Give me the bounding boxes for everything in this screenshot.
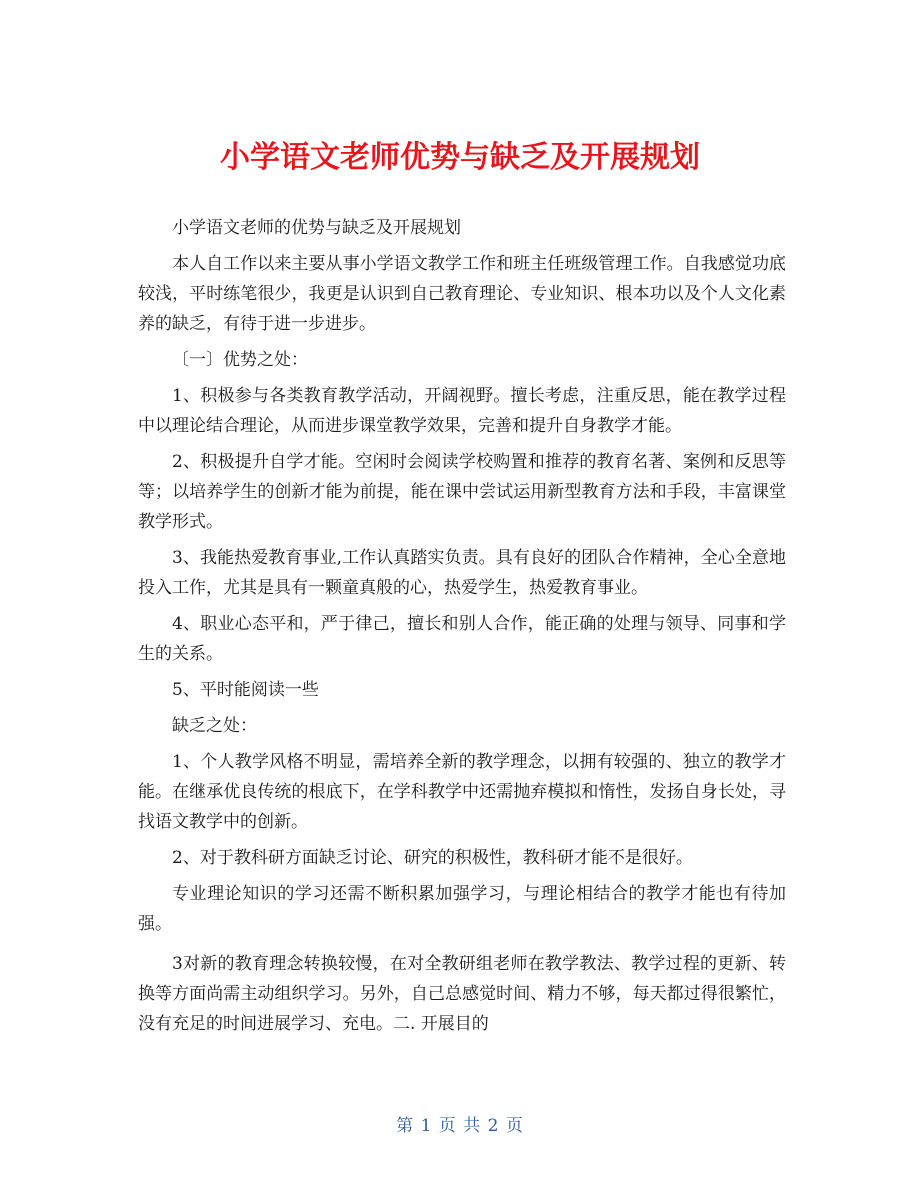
document-body xyxy=(138,213,786,1045)
subtitle-paragraph: 小学语文老师的优势与缺乏及开展规划 xyxy=(172,218,461,238)
strength-item-4: 4、职业心态平和，严于律己，擅长和别人合作，能正确的处理与领导、同事和学生的关系。 xyxy=(138,614,786,664)
strength-item-2: 2、积极提升自学才能。空闲时会阅读学校购置和推荐的教育名著、案例和反思等等；以培养学生的创新才能为前提，能在课中尝试运用新型教育方法和手段，丰富课堂教学形式。 xyxy=(138,452,786,532)
weakness-item-2: 2、对于教科研方面缺乏讨论、研究的积极性，教科研才能不是很好。 xyxy=(172,848,693,868)
intro-paragraph: 本人自工作以来主要从事小学语文教学工作和班主任班级管理工作。自我感觉功底较浅，平时练笔很少，我更是认识到自己教育理论、专业知识、根本功以及个人文化素养的缺乏，有待于进一步进步。 xyxy=(138,254,786,334)
weakness-item-1: 1、个人教学风格不明显，需培养全新的教学理念，以拥有较强的、独立的教学才能。在继承优良传统的根底下，在学科教学中还需抛弃模拟和惰性，发扬自身长处，寻找语文教学中的创新。 xyxy=(138,752,786,832)
weakness-item-3: 3对新的教育理念转换较慢，在对全教研组老师在教学教法、教学过程的更新、转换等方面尚需主动组织学习。另外，自己总感觉时间、精力不够，每天都过得很繁忙，没有充足的时间进展学习、充电。二. 开展目的 xyxy=(138,954,786,1034)
page-number-footer: 第 1 页 共 2 页 xyxy=(396,1116,524,1136)
page-title: 小学语文老师优势与缺乏及开展规划 xyxy=(220,140,700,176)
section-heading-weaknesses: 缺乏之处： xyxy=(172,716,257,736)
section-heading-strengths: 〔一〕优势之处： xyxy=(172,350,308,370)
weakness-item-2-continued: 专业理论知识的学习还需不断积累加强学习，与理论相结合的教学才能也有待加强。 xyxy=(138,884,786,934)
strength-item-3: 3、我能热爱教育事业,工作认真踏实负责。具有良好的团队合作精神，全心全意地投入工作，尤其是具有一颗童真般的心，热爱学生，热爱教育事业。 xyxy=(138,548,786,598)
strength-item-1: 1、积极参与各类教育教学活动，开阔视野。擅长考虑，注重反思，能在教学过程中以理论结合理论，从而进步课堂教学效果，完善和提升自身教学才能。 xyxy=(138,386,786,436)
strength-item-5: 5、平时能阅读一些 xyxy=(172,680,319,700)
